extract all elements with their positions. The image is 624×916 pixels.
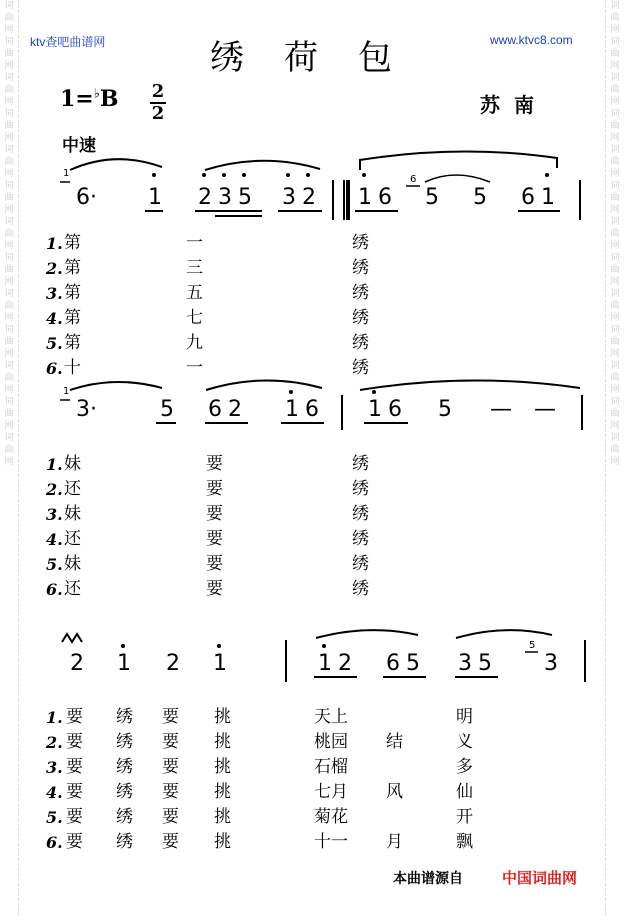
note: 3 [218, 185, 232, 210]
note: 1 [368, 397, 382, 422]
lyric-syllable: 十一 [314, 832, 348, 852]
verse-line [46, 477, 586, 502]
lyric-syllable: 绣 [352, 358, 369, 378]
slur [425, 175, 490, 182]
slur [206, 380, 322, 390]
key-signature [60, 86, 119, 112]
verse-number: 1. [46, 455, 63, 474]
lyric-syllable: 挑 [214, 832, 231, 852]
verse-line [46, 577, 586, 602]
verse-line [46, 281, 586, 306]
lyric-syllable: 第 [64, 333, 81, 353]
verse-number: 2. [46, 733, 63, 752]
note: 1 [358, 185, 372, 210]
lyric-syllable: 十 [64, 358, 81, 378]
note: 6 [521, 185, 535, 210]
lyric-syllable: 要 [66, 782, 83, 802]
lyric-syllable: 要 [66, 807, 83, 827]
lyric-syllable: 仙 [456, 782, 473, 802]
lyric-syllable: 绣 [352, 333, 369, 353]
verse-line [46, 552, 586, 577]
lyric-syllable: 一 [186, 358, 203, 378]
lyric-syllable: 七 [186, 308, 203, 328]
lyric-syllable: 绣 [352, 258, 369, 278]
note: — [490, 397, 512, 422]
time-bottom: 2 [151, 103, 165, 124]
verse-block-2 [46, 452, 586, 602]
lyric-syllable: 菊花 [314, 807, 348, 827]
verse-number: 4. [46, 309, 63, 328]
note: 3 [458, 651, 472, 676]
lyric-syllable: 要 [162, 807, 179, 827]
note: 1 [117, 651, 131, 676]
verse-line [46, 256, 586, 281]
note: 1 [318, 651, 332, 676]
verse-line [46, 830, 586, 855]
slur [205, 161, 320, 170]
lyric-syllable: 开 [456, 807, 473, 827]
lyric-syllable: 要 [66, 707, 83, 727]
note: 5 [478, 651, 492, 676]
note: 5 [425, 185, 439, 210]
verse-number: 6. [46, 359, 63, 378]
lyric-syllable: 绣 [116, 707, 133, 727]
verse-line [46, 452, 586, 477]
lyric-syllable: 妹 [64, 554, 81, 574]
note: 6 [208, 397, 222, 422]
lyric-syllable: 绣 [352, 529, 369, 549]
lyric-syllable: 天上 [314, 707, 348, 727]
lyric-syllable: 多 [456, 757, 473, 777]
slur [456, 630, 552, 638]
lyric-syllable: 妹 [64, 454, 81, 474]
verse-number: 4. [46, 783, 63, 802]
lyric-syllable: 桃园 [314, 732, 348, 752]
flat-sign: ♭ [93, 86, 100, 102]
verse-number: 2. [46, 259, 63, 278]
verse-number: 2. [46, 480, 63, 499]
lyric-syllable: 第 [64, 308, 81, 328]
verse-line [46, 705, 586, 730]
lyric-syllable: 义 [456, 732, 473, 752]
lyric-syllable: 要 [66, 732, 83, 752]
lyric-syllable: 要 [162, 782, 179, 802]
note: 5 [406, 651, 420, 676]
staff-row-2 [0, 370, 624, 440]
verse-line [46, 755, 586, 780]
note: 6 [386, 651, 400, 676]
lyric-syllable: 挑 [214, 782, 231, 802]
note: 2 [228, 397, 242, 422]
lyric-syllable: 要 [206, 529, 223, 549]
source-label: 本曲谱源自 [393, 871, 463, 887]
lyric-syllable: 还 [64, 479, 81, 499]
lyric-syllable: 九 [186, 333, 203, 353]
lyric-syllable: 挑 [214, 807, 231, 827]
lyric-syllable: 绣 [116, 732, 133, 752]
grace-note: 5 [529, 640, 536, 651]
note: 2 [70, 651, 84, 676]
staff-row-3 [0, 620, 624, 700]
watermark-site-left: ktv查吧曲谱网 [30, 35, 106, 49]
key-label: 1= [60, 86, 94, 112]
lyric-syllable: 绣 [352, 579, 369, 599]
verse-number: 6. [46, 833, 63, 852]
lyric-syllable: 要 [206, 454, 223, 474]
trill-ornament [62, 634, 82, 642]
lyric-syllable: 石榴 [314, 757, 348, 777]
lyric-syllable: 还 [64, 579, 81, 599]
slur [70, 382, 162, 390]
lyric-syllable: 要 [162, 707, 179, 727]
lyric-syllable: 绣 [352, 233, 369, 253]
lyric-syllable: 第 [64, 258, 81, 278]
verse-line [46, 527, 586, 552]
verse-number: 4. [46, 530, 63, 549]
lyric-syllable: 还 [64, 529, 81, 549]
watermark-site-right: www.ktvc8.com [490, 33, 573, 47]
verse-number: 5. [46, 334, 63, 353]
note: 5 [473, 185, 487, 210]
slur [360, 380, 580, 390]
lyric-syllable: 月 [386, 832, 403, 852]
verse-number: 1. [46, 708, 63, 727]
note: 2 [338, 651, 352, 676]
lyric-syllable: 绣 [116, 807, 133, 827]
note: 3· [76, 397, 97, 422]
lyric-syllable: 绣 [352, 308, 369, 328]
verse-line [46, 331, 586, 356]
verse-number: 3. [46, 505, 63, 524]
slur [316, 630, 418, 638]
verse-line [46, 306, 586, 331]
lyric-syllable: 要 [162, 757, 179, 777]
lyric-syllable: 结 [386, 732, 403, 752]
note: 6 [305, 397, 319, 422]
verse-block-3 [46, 705, 586, 855]
lyric-syllable: 绣 [116, 757, 133, 777]
lyric-syllable: 要 [206, 479, 223, 499]
lyric-syllable: 绣 [352, 554, 369, 574]
grace-note: 1 [63, 386, 70, 397]
lyric-syllable: 风 [386, 782, 403, 802]
note: 5 [238, 185, 252, 210]
verse-number: 3. [46, 284, 63, 303]
lyric-syllable: 要 [206, 579, 223, 599]
note: 1 [285, 397, 299, 422]
note: — [534, 397, 556, 422]
note: 6· [76, 185, 97, 210]
lyric-syllable: 挑 [214, 707, 231, 727]
lyric-syllable: 明 [456, 707, 473, 727]
lyric-syllable: 要 [206, 554, 223, 574]
lyric-syllable: 绣 [352, 479, 369, 499]
watermark-guide-left [18, 0, 19, 916]
time-top: 2 [151, 81, 165, 102]
lyric-syllable: 要 [206, 504, 223, 524]
composer: 苏南 [480, 93, 548, 117]
lyric-syllable: 绣 [116, 832, 133, 852]
lyric-syllable: 绣 [352, 454, 369, 474]
verse-line [46, 805, 586, 830]
lyric-syllable: 绣 [352, 504, 369, 524]
lyric-syllable: 要 [162, 832, 179, 852]
note: 6 [378, 185, 392, 210]
lyric-syllable: 绣 [116, 782, 133, 802]
verse-line [46, 231, 586, 256]
lyric-syllable: 绣 [352, 283, 369, 303]
tempo-marking: 中速 [62, 136, 96, 156]
lyric-syllable: 三 [186, 258, 203, 278]
lyric-syllable: 要 [66, 757, 83, 777]
note: 1 [541, 185, 555, 210]
watermark-guide-right [605, 0, 606, 916]
note: 1 [148, 185, 162, 210]
note: 5 [438, 397, 452, 422]
repeat-bracket [360, 151, 557, 170]
grace-note: 6 [410, 174, 417, 185]
lyric-syllable: 第 [64, 283, 81, 303]
lyric-syllable: 七月 [314, 782, 348, 802]
lyric-syllable: 要 [66, 832, 83, 852]
note: 6 [388, 397, 402, 422]
note: 1 [213, 651, 227, 676]
verse-number: 5. [46, 555, 63, 574]
staff-row-1 [0, 140, 624, 230]
lyric-syllable: 要 [162, 732, 179, 752]
verse-number: 3. [46, 758, 63, 777]
note: 3 [544, 651, 558, 676]
verse-line [46, 730, 586, 755]
lyric-syllable: 挑 [214, 732, 231, 752]
verse-number: 6. [46, 580, 63, 599]
key-name: B [99, 86, 119, 112]
source-site-link[interactable]: 中国词曲网 [502, 869, 578, 887]
lyric-syllable: 妹 [64, 504, 81, 524]
note: 2 [302, 185, 316, 210]
lyric-syllable: 挑 [214, 757, 231, 777]
verse-line [46, 780, 586, 805]
note: 2 [198, 185, 212, 210]
verse-block-1 [46, 231, 586, 381]
watermark-side-left: 词曲网 词曲网 词曲网 词曲网 词曲网 词曲网 词曲网 词曲网 词曲网 词曲网 词曲网 词曲网 词曲网 [4, 1, 14, 467]
grace-note: 1 [63, 168, 70, 179]
verse-line [46, 502, 586, 527]
slur [70, 159, 162, 170]
note: 2 [166, 651, 180, 676]
song-title: 绣荷包 [210, 38, 432, 78]
note: 3 [282, 185, 296, 210]
lyric-syllable: 一 [186, 233, 203, 253]
note: 5 [160, 397, 174, 422]
lyric-syllable: 五 [186, 283, 203, 303]
verse-number: 1. [46, 234, 63, 253]
lyric-syllable: 飘 [456, 832, 473, 852]
lyric-syllable: 第 [64, 233, 81, 253]
verse-number: 5. [46, 808, 63, 827]
watermark-side-right: 词曲网 词曲网 词曲网 词曲网 词曲网 词曲网 词曲网 词曲网 词曲网 词曲网 词曲网 词曲网 词曲网 [610, 1, 620, 467]
time-signature [150, 82, 166, 124]
